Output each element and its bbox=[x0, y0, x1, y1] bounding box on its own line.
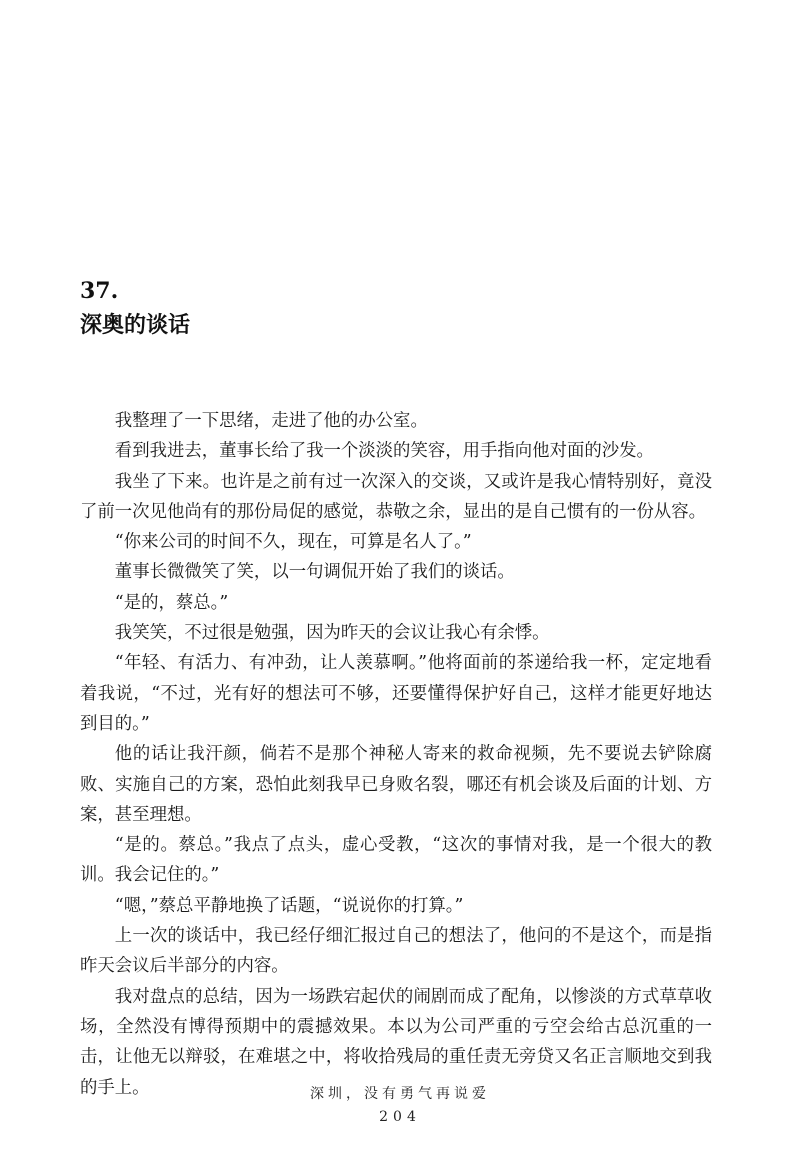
chapter-body bbox=[80, 406, 712, 1103]
chapter-title: 深奥的谈话 bbox=[80, 313, 191, 338]
paragraph: 董事长微微笑了笑，以一句调侃开始了我们的谈话。 bbox=[114, 562, 515, 583]
chapter-number: 37. bbox=[80, 278, 119, 304]
paragraph: 上一次的谈话中，我已经仔细汇报过自己的想法了，他问的不是这个，而是指昨天会议后半部分的内容。 bbox=[80, 926, 712, 977]
paragraph: 我笑笑，不过很是勉强，因为昨天的会议让我心有余悸。 bbox=[114, 623, 550, 644]
running-footer-book-title: 深圳，没有勇气再说爱 bbox=[310, 1086, 490, 1102]
paragraph: “年轻、有活力、有冲劲，让人羡慕啊。”他将面前的茶递给我一杯，定定地看着我说，“不过，光有好的想法可不够，还要懂得保护好自己，这样才能更好地达到目的。” bbox=[80, 653, 712, 734]
paragraph: “是的。蔡总。”我点了点头，虚心受教，“这次的事情对我，是一个很大的教训。我会记住的。” bbox=[80, 835, 712, 886]
paragraph: 我坐了下来。也许是之前有过一次深入的交谈，又或许是我心情特别好，竟没了前一次见他尚有的那份局促的感觉，恭敬之余，显出的是自己惯有的一份从容。 bbox=[80, 471, 712, 522]
paragraph: 我对盘点的总结，因为一场跌宕起伏的闹剧而成了配角，以惨淡的方式草草收场，全然没有博得预期中的震撼效果。本以为公司严重的亏空会给古总沉重的一击，让他无以辩驳，在难堪之中，将收拾残局的重任责无旁贷又名正言顺地交到我的手上。 bbox=[80, 986, 712, 1098]
paragraph: “是的，蔡总。” bbox=[114, 592, 229, 613]
paragraph: 他的话让我汗颜，倘若不是那个神秘人寄来的救命视频，先不要说去铲除腐败、实施自己的方案，恐怕此刻我早已身败名裂，哪还有机会谈及后面的计划、方案，甚至理想。 bbox=[80, 744, 712, 825]
page-number: 204 bbox=[379, 1109, 421, 1125]
paragraph: “嗯，”蔡总平静地换了话题，“说说你的打算。” bbox=[114, 895, 464, 916]
paragraph: “你来公司的时间不久，现在，可算是名人了。” bbox=[114, 532, 472, 553]
paragraph: 看到我进去，董事长给了我一个淡淡的笑容，用手指向他对面的沙发。 bbox=[114, 441, 654, 462]
paragraph: 我整理了一下思绪，走进了他的办公室。 bbox=[114, 411, 428, 431]
